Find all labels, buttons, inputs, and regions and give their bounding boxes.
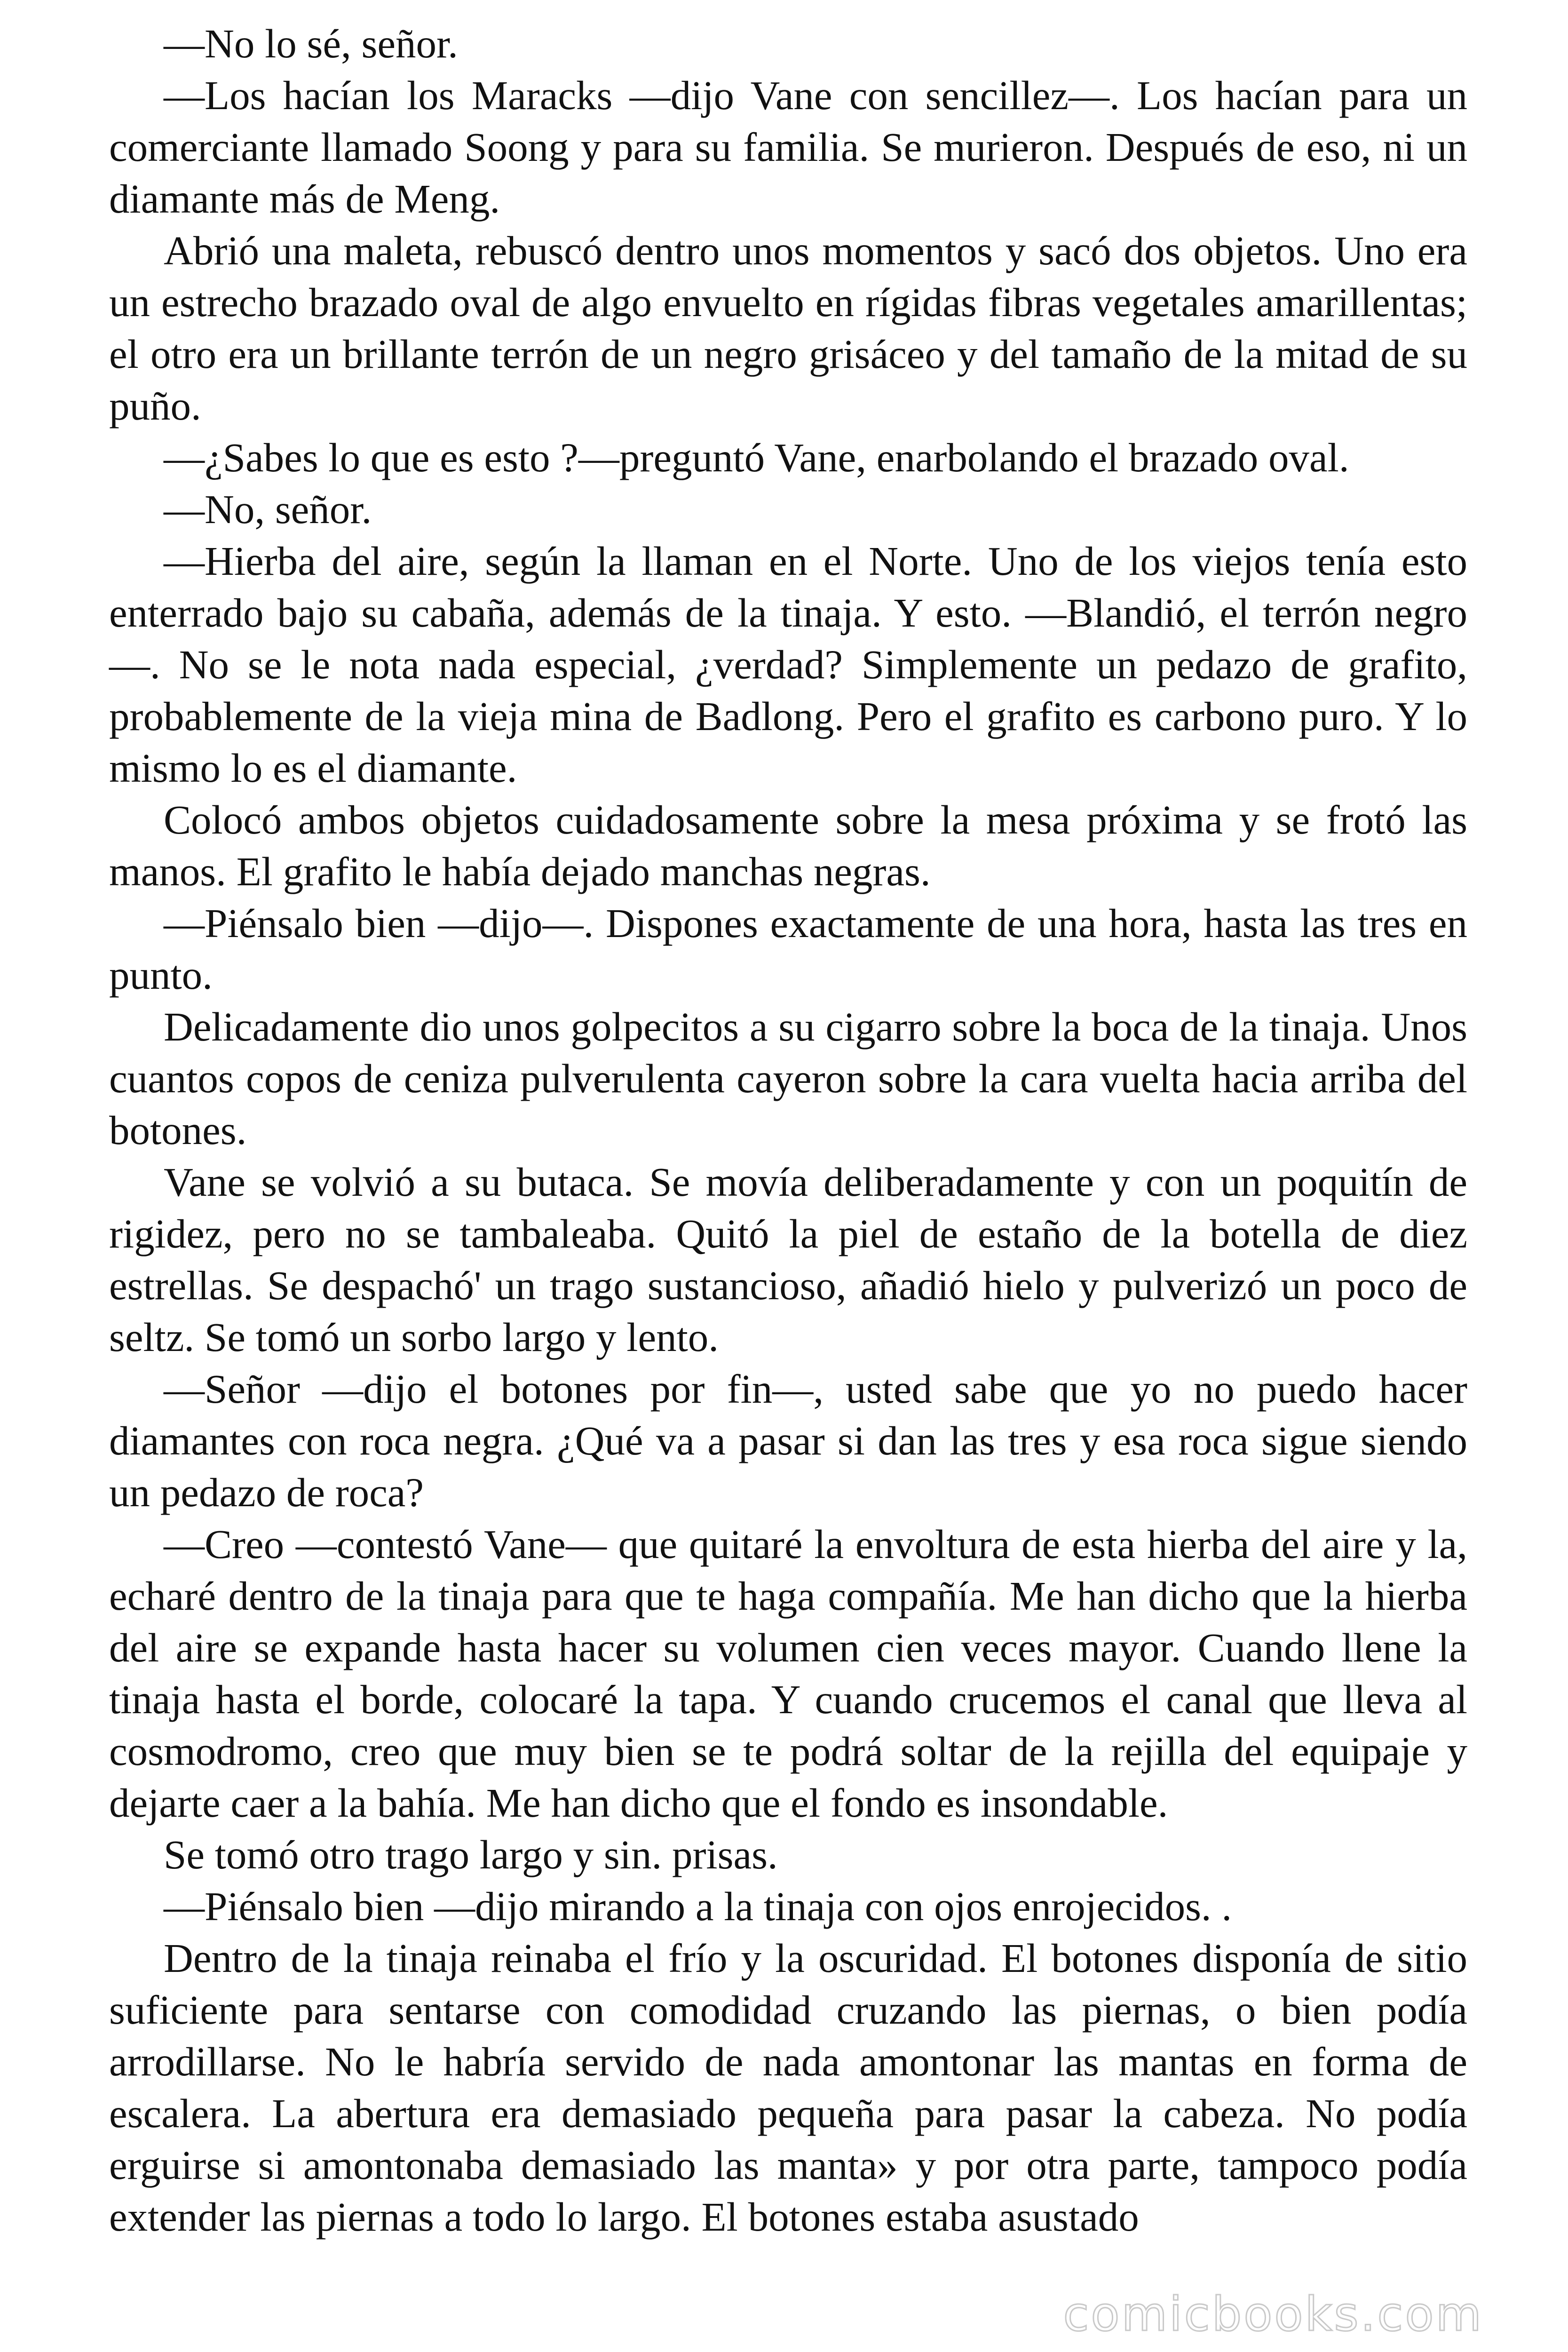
- paragraph-11: —Señor —dijo el botones por fin—, usted sabe que yo no puedo hacer diamantes con roca negra. ¿Qué va a pasar si dan las tres y esa roca sigue siendo un pedazo de roca?: [109, 1366, 1467, 1515]
- paragraph-13: Se tomó otro trago largo y sin. prisas.: [164, 1832, 778, 1877]
- paragraph-8: —Piénsalo bien —dijo—. Dispones exactamente de una hora, hasta las tres en punto.: [109, 900, 1467, 998]
- paragraph-2: —Los hacían los Maracks —dijo Vane con sencillez—. Los hacían para un comerciante llamado Soong y para su familia. Se murieron. Después de eso, ni un diamante más de Meng.: [109, 72, 1467, 222]
- paragraph-7: Colocó ambos objetos cuidadosamente sobre la mesa próxima y se frotó las manos. El grafito le había dejado manchas negras.: [109, 797, 1467, 894]
- paragraph-3: Abrió una maleta, rebuscó dentro unos momentos y sacó dos objetos. Uno era un estrecho brazado oval de algo envuelto en rígidas fibras vegetales amarillentas; el otro era un brillante terrón de un negro grisáceo y del tamaño de la mitad de su puño.: [109, 228, 1467, 429]
- page-body: [109, 18, 1467, 2243]
- watermark: comicbooks.com: [1063, 2287, 1483, 2342]
- paragraph-1: —No lo sé, señor.: [164, 21, 458, 66]
- paragraph-10: Vane se volvió a su butaca. Se movía deliberadamente y con un poquitín de rigidez, pero no se tambaleaba. Quitó la piel de estaño de la botella de diez estrellas. Se despachó' un trago sustancioso, añadió hielo y pulverizó un poco de seltz. Se tomó un sorbo largo y lento.: [109, 1159, 1467, 1360]
- paragraph-5: —No, señor.: [164, 486, 372, 532]
- paragraph-6: —Hierba del aire, según la llaman en el Norte. Uno de los viejos tenía esto enterrado bajo su cabaña, además de la tinaja. Y esto. —Blandió, el terrón negro—. No se le nota nada especial, ¿verdad? Simplemente un pedazo de grafito, probablemente de la vieja mina de Badlong. Pero el grafito es carbono puro. Y lo mismo lo es el diamante.: [109, 538, 1467, 791]
- paragraph-14: —Piénsalo bien —dijo mirando a la tinaja con ojos enrojecidos. .: [164, 1883, 1232, 1929]
- paragraph-4: —¿Sabes lo que es esto ?—preguntó Vane, enarbolando el brazado oval.: [164, 435, 1349, 480]
- paragraph-15: Dentro de la tinaja reinaba el frío y la oscuridad. El botones disponía de sitio suficiente para sentarse con comodidad cruzando las piernas, o bien podía arrodillarse. No le habría servido de nada amontonar las mantas en forma de escalera. La abertura era demasiado pequeña para pasar la cabeza. No podía erguirse si amontonaba demasiado las manta» y por otra parte, tampoco podía extender las piernas a todo lo largo. El botones estaba asustado: [109, 1935, 1467, 2240]
- paragraph-9: Delicadamente dio unos golpecitos a su cigarro sobre la boca de la tinaja. Unos cuantos copos de ceniza pulverulenta cayeron sobre la cara vuelta hacia arriba del botones.: [109, 1004, 1467, 1153]
- paragraph-12: —Creo —contestó Vane— que quitaré la envoltura de esta hierba del aire y la, echaré dentro de la tinaja para que te haga compañía. Me han dicho que la hierba del aire se expande hasta hacer su volumen cien veces mayor. Cuando llene la tinaja hasta el borde, colocaré la tapa. Y cuando crucemos el canal que lleva al cosmodromo, creo que muy bien se te podrá soltar de la rejilla del equipaje y dejarte caer a la bahía. Me han dicho que el fondo es insondable.: [109, 1521, 1467, 1826]
